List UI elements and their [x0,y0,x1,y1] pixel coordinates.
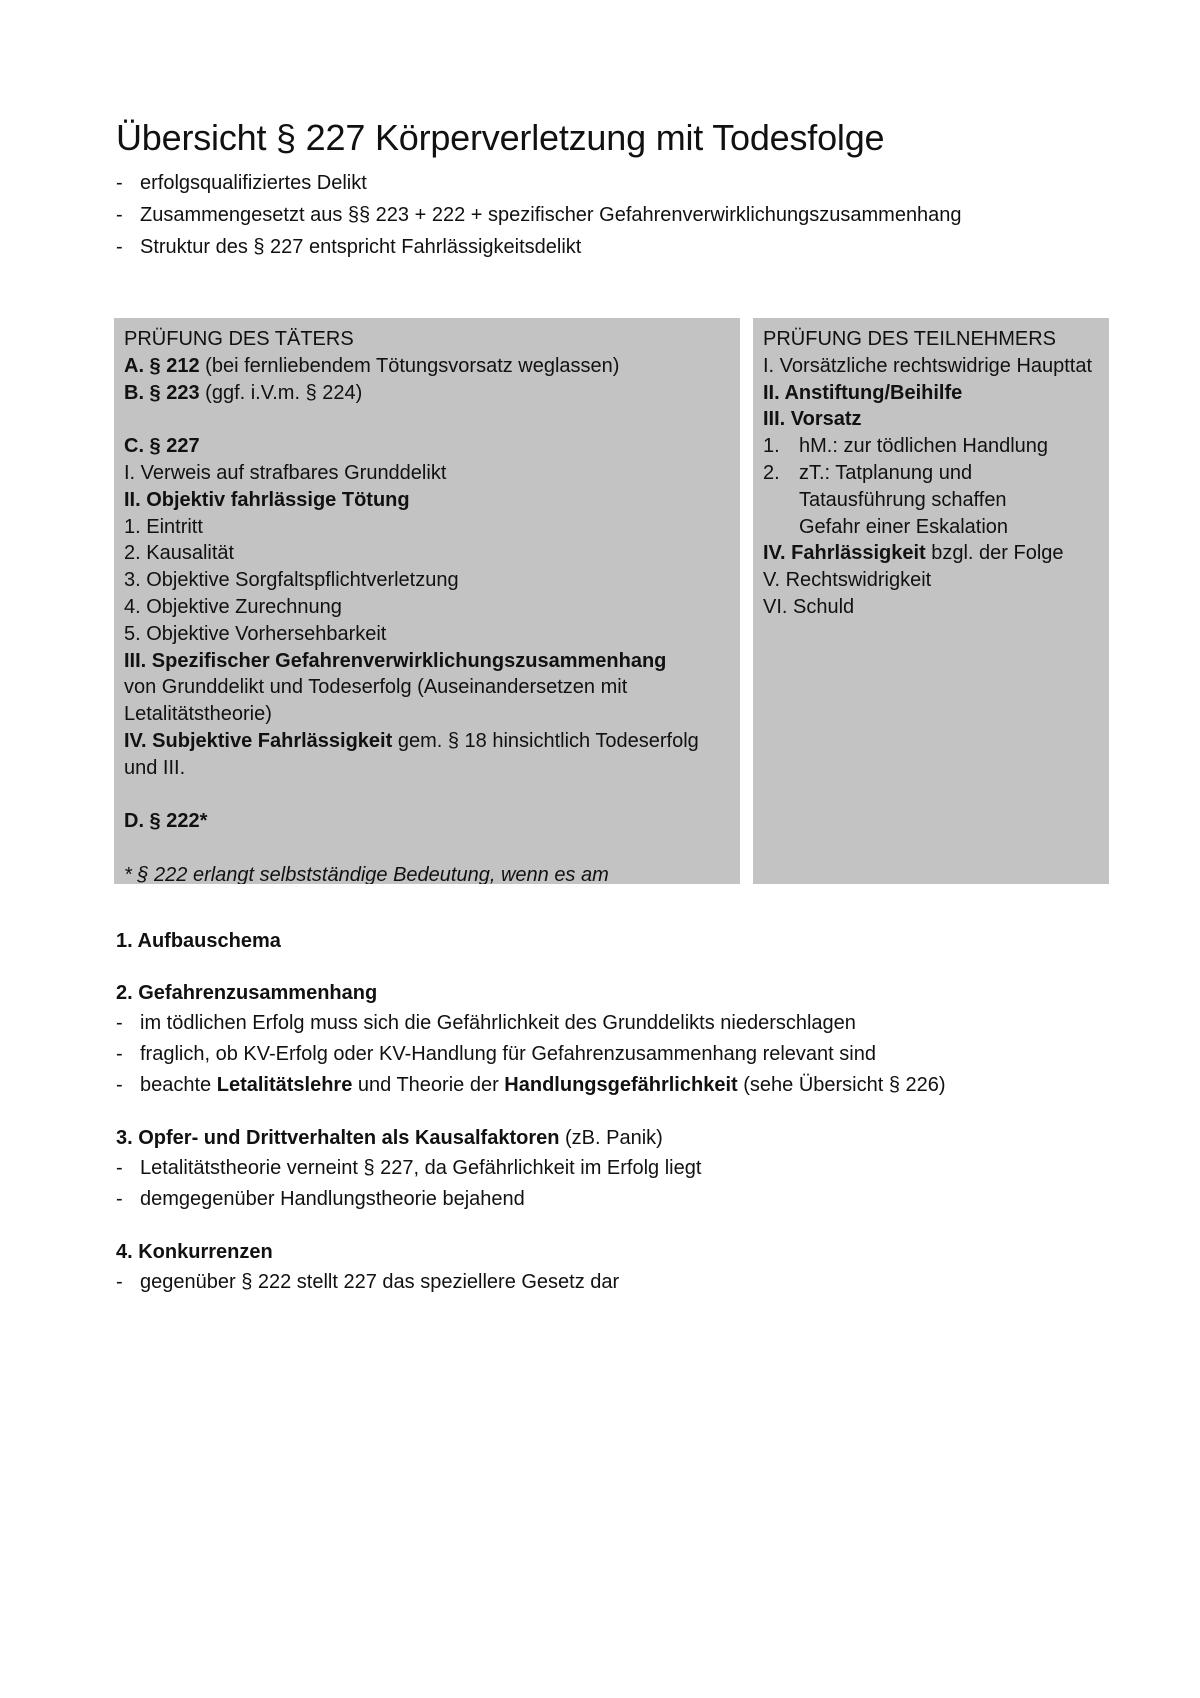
teilnehmer-vi: VI. Schuld [763,595,855,618]
list-item: - erfolgsqualifiziertes Delikt [116,167,1116,199]
list-item: 1. Eintritt [124,515,203,538]
sections [116,926,1116,1320]
page-title: Übersicht § 227 Körperverletzung mit Todesfolge [116,117,885,158]
taeter-c3: III. Spezifischer Gefahrenverwirklichungszusammenhang [124,649,667,672]
list-item: - demgegenüber Handlungstheorie bejahend [116,1184,1116,1215]
list-item: 3. Objektive Sorgfaltspflichtverletzung [124,569,459,592]
spacer [124,406,730,433]
teilnehmer-box [753,318,1109,884]
list-item: - beachte Letalitätslehre und Theorie der Handlungsgefährlichkeit (sehe Übersicht § 226) [116,1070,1116,1101]
section-gefahrenzusammenhang [116,978,1116,1101]
teilnehmer-heading: PRÜFUNG DES TEILNEHMERS [763,328,1057,350]
teilnehmer-iv: IV. Fahrlässigkeit bzgl. der Folge [763,542,1064,565]
taeter-d: D. § 222* [124,810,208,833]
taeter-box [114,318,740,884]
section-heading: 2. Gefahrenzusammenhang [116,982,378,1004]
taeter-heading: PRÜFUNG DES TÄTERS [124,328,354,350]
list-item: - Struktur des § 227 entspricht Fahrlässigkeitsdelikt [116,231,1116,263]
list-item: 4. Objektive Zurechnung [124,595,342,618]
list-item: 1. hM.: zur tödlichen Handlung [763,435,1049,458]
section-heading: 1. Aufbauschema [116,930,281,952]
section-list [116,1267,1116,1298]
intro-list [116,167,1116,263]
list-item: 2. zT.: Tatplanung und Tatausführung schaffen Gefahr einer Eskalation [763,461,1009,538]
teilnehmer-iii: III. Vorsatz [763,408,862,431]
section-heading: 3. Opfer- und Drittverhalten als Kausalfaktoren (zB. Panik) [116,1127,663,1149]
list-item: - gegenüber § 222 stellt 227 das speziellere Gesetz dar [116,1267,1116,1298]
taeter-b: B. § 223 (ggf. i.V.m. § 224) [124,381,363,404]
teilnehmer-i: I. Vorsätzliche rechtswidrige Haupttat [763,354,1093,377]
taeter-a: A. § 212 (bei fernliebendem Tötungsvorsatz weglassen) [124,354,620,377]
list-item: - Letalitätstheorie verneint § 227, da Gefährlichkeit im Erfolg liegt [116,1153,1116,1184]
taeter-c4: IV. Subjektive Fahrlässigkeit gem. § 18 hinsichtlich Todeserfolg und III. [124,729,699,779]
section-aufbauschema [116,926,1116,956]
section-list [116,1153,1116,1215]
taeter-c1: I. Verweis auf strafbares Grunddelikt [124,461,447,484]
taeter-footnote: * § 222 erlangt selbstständige Bedeutung, wenn es am [124,863,609,884]
teilnehmer-ii: II. Anstiftung/Beihilfe [763,381,963,404]
spacer [124,835,730,862]
teilnehmer-v: V. Rechtswidrigkeit [763,569,932,592]
section-heading: 4. Konkurrenzen [116,1241,273,1263]
list-item: 5. Objektive Vorhersehbarkeit [124,622,387,645]
taeter-c: C. § 227 [124,435,200,458]
list-item: - im tödlichen Erfolg muss sich die Gefährlichkeit des Grunddelikts niederschlagen [116,1008,1116,1039]
taeter-c2: II. Objektiv fahrlässige Tötung [124,488,410,511]
section-list [116,1008,1116,1101]
list-item: 2. Kausalität [124,542,235,565]
spacer [124,782,730,809]
section-kausalfaktoren [116,1123,1116,1215]
taeter-c3-text: von Grunddelikt und Todeserfolg (Auseinandersetzen mit Letalitätstheorie) [124,676,628,726]
list-item: - Zusammengesetzt aus §§ 223 + 222 + spezifischer Gefahrenverwirklichungszusammenhang [116,199,1116,231]
section-konkurrenzen [116,1237,1116,1298]
list-item: - fraglich, ob KV-Erfolg oder KV-Handlung für Gefahrenzusammenhang relevant sind [116,1039,1116,1070]
